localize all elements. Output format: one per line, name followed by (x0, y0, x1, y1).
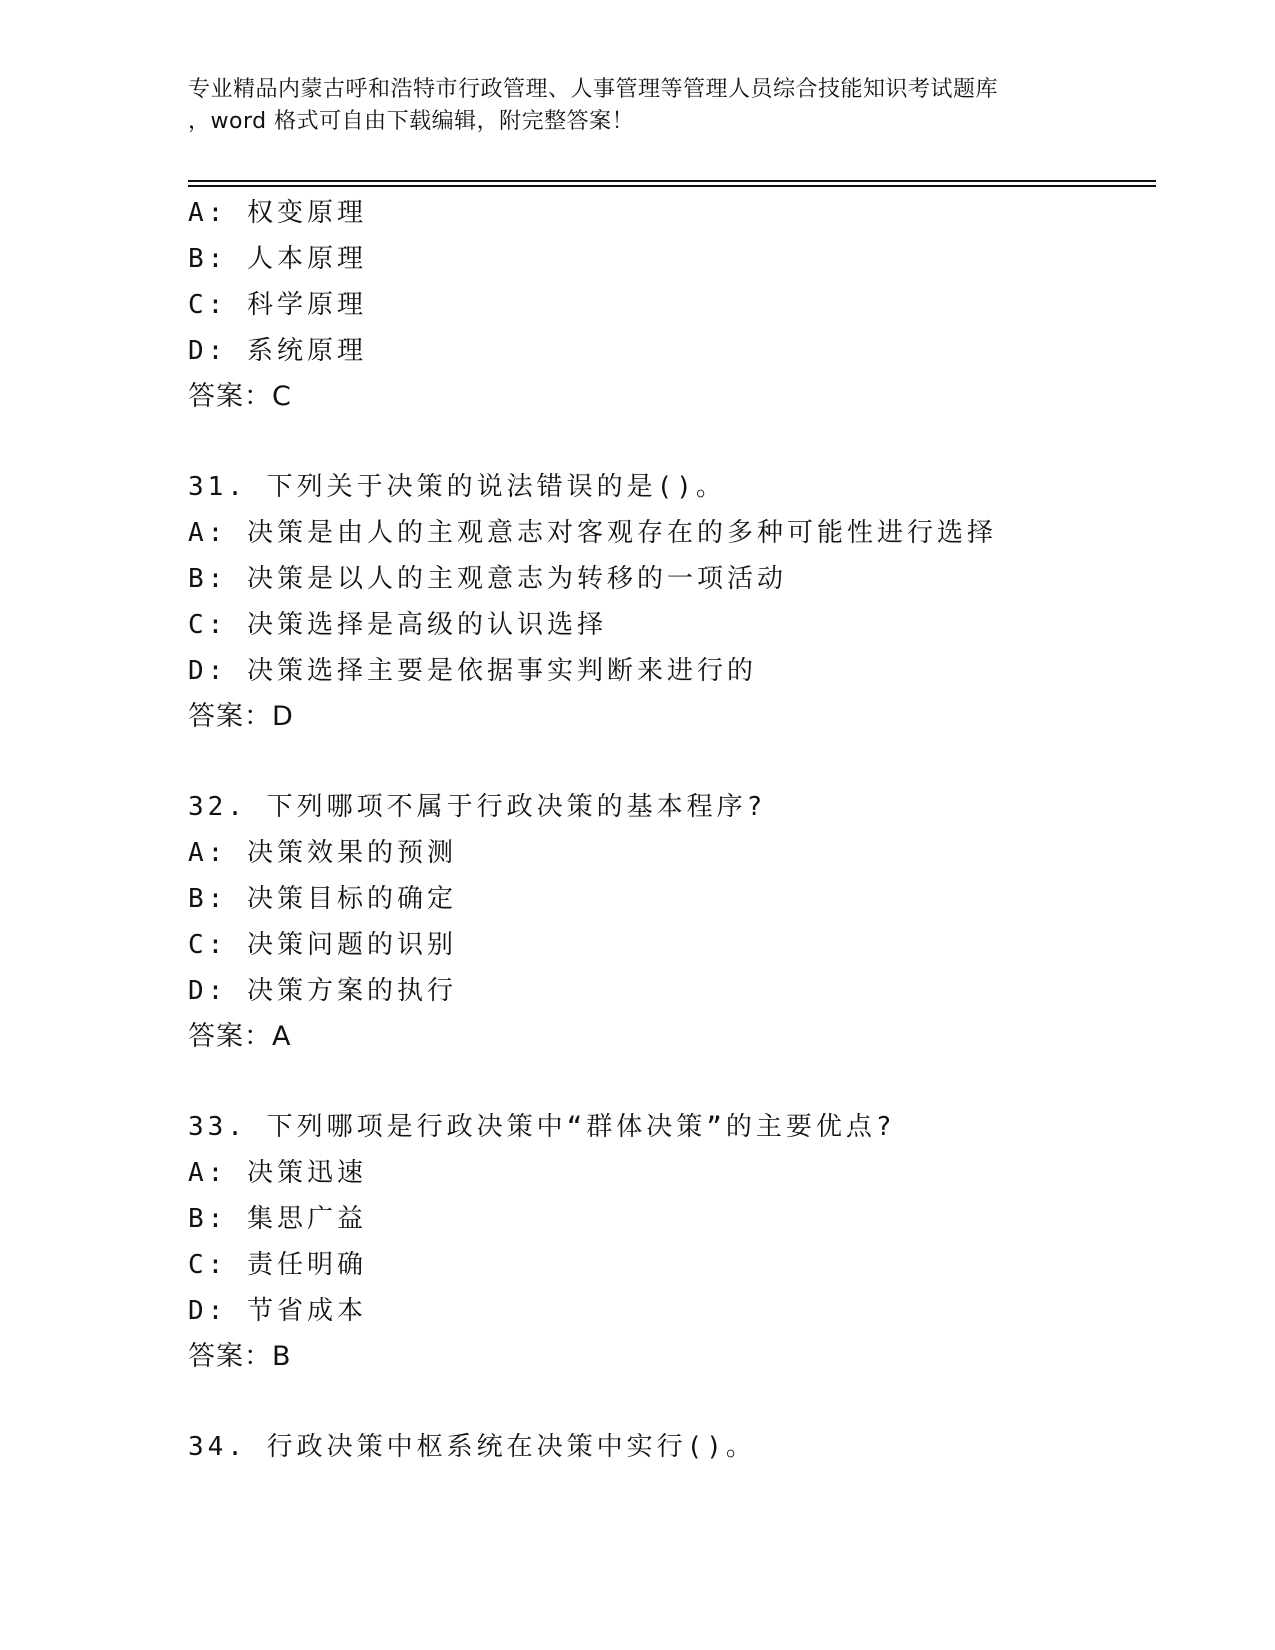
block-spacer (188, 1380, 1188, 1424)
option-a: A: 决策效果的预测 (188, 838, 457, 868)
question-list (188, 190, 1188, 1470)
header-title-line-1: 专业精品内蒙古呼和浩特市行政管理、人事管理等管理人员综合技能知识考试题库 (188, 77, 999, 102)
header-title-line-2: ，word 格式可自由下载编辑，附完整答案！ (188, 109, 635, 134)
option-b: B: 人本原理 (188, 244, 367, 274)
block-spacer (188, 740, 1188, 784)
question-text: 32. 下列哪项不属于行政决策的基本程序? (188, 792, 767, 822)
question-block-30 (188, 190, 1188, 420)
question-text: 33. 下列哪项是行政决策中“群体决策”的主要优点? (188, 1112, 896, 1142)
option-d: D: 决策选择主要是依据事实判断来进行的 (188, 656, 757, 686)
document-header (188, 74, 1088, 138)
answer-text: 答案：C (188, 381, 292, 412)
option-b: B: 决策是以人的主观意志为转移的一项活动 (188, 564, 787, 594)
option-c: C: 决策问题的识别 (188, 930, 457, 960)
block-spacer (188, 420, 1188, 464)
option-d: D: 决策方案的执行 (188, 976, 457, 1006)
header-divider-bottom (188, 185, 1156, 187)
question-block-33 (188, 1104, 1188, 1380)
option-a: A: 权变原理 (188, 198, 367, 228)
question-block-32 (188, 784, 1188, 1060)
option-a: A: 决策迅速 (188, 1158, 367, 1188)
question-block-34 (188, 1424, 1188, 1470)
option-b: B: 决策目标的确定 (188, 884, 457, 914)
question-text: 31. 下列关于决策的说法错误的是()。 (188, 472, 726, 502)
answer-text: 答案：A (188, 1021, 292, 1052)
question-text: 34. 行政决策中枢系统在决策中实行()。 (188, 1432, 756, 1462)
option-b: B: 集思广益 (188, 1204, 367, 1234)
option-c: C: 责任明确 (188, 1250, 367, 1280)
question-block-31 (188, 464, 1188, 740)
option-c: C: 决策选择是高级的认识选择 (188, 610, 607, 640)
answer-text: 答案：B (188, 1341, 292, 1372)
option-a: A: 决策是由人的主观意志对客观存在的多种可能性进行选择 (188, 518, 997, 548)
answer-text: 答案：D (188, 701, 294, 732)
option-d: D: 节省成本 (188, 1296, 367, 1326)
option-d: D: 系统原理 (188, 336, 367, 366)
header-divider-top (188, 180, 1156, 182)
block-spacer (188, 1060, 1188, 1104)
option-c: C: 科学原理 (188, 290, 367, 320)
